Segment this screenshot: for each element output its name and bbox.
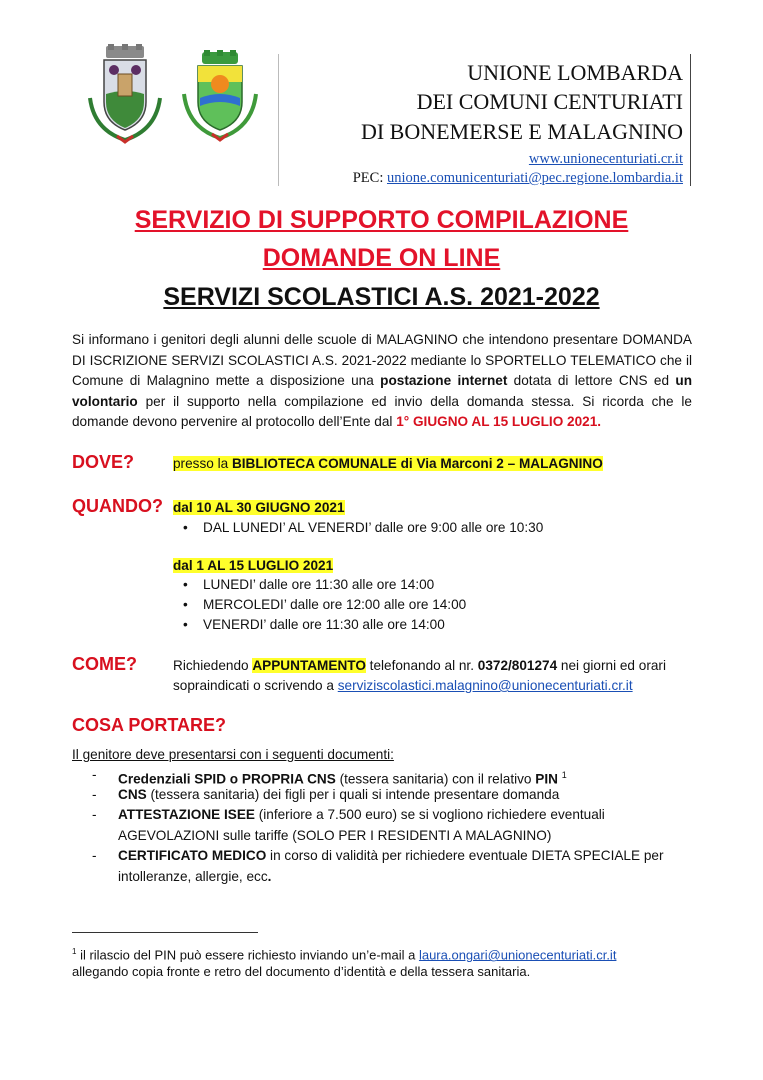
dove-text: [173, 454, 603, 474]
doc3-bold: ATTESTAZIONE ISEE: [118, 807, 255, 822]
doc1-bold: Credenziali SPID o PROPRIA CNS: [118, 771, 336, 787]
pec-label: PEC:: [352, 170, 387, 186]
come-text-2: telefonando al nr.: [365, 658, 478, 673]
header-divider: [278, 54, 279, 186]
come-line2: [173, 676, 633, 696]
dove-heading: DOVE?: [72, 452, 135, 472]
intro-text-2: dotata di lettore CNS ed: [507, 373, 676, 388]
cosa-portare-intro: Il genitore deve presentarsi con i seguenti documenti:: [72, 747, 394, 762]
title-line1: SERVIZIO DI SUPPORTO COMPILAZIONE: [134, 206, 629, 234]
footnote-text: il rilascio del PIN può essere richiesto inviando un’e-mail a: [76, 947, 419, 963]
period2-item-1: LUNEDI’ dalle ore 11:30 alle ore 14:00: [203, 577, 435, 592]
intro-deadline: 1° GIUGNO AL 15 LUGLIO 2021.: [396, 414, 602, 429]
doc1-pin: PIN: [535, 771, 558, 787]
cosa-portare-heading: COSA PORTARE?: [72, 715, 227, 735]
doc2-rest: (tessera sanitaria) dei figli per i quali si intende presentare domanda: [146, 787, 560, 802]
header-right-divider: [690, 54, 691, 186]
doc4-rest: in corso di validità per richiedere eventuale DIETA SPECIALE per intolleranze, allergie, ecc: [118, 848, 664, 884]
title-line3: SERVIZI SCOLASTICI A.S. 2021-2022: [163, 283, 600, 311]
intro-text-1: Si informano i genitori degli alunni delle scuole di MALAGNINO che intendono presentare DOMANDA DI ISCRIZIONE SERVIZI SCOLASTICI A.S. 2021-2022 mediante lo SPORTELLO TELEMATICO che il Comune di Malagnino mette a disposizione una: [72, 332, 692, 388]
municipal-crest-bonemerse-icon: [84, 44, 166, 144]
municipal-crest-malagnino-icon: [180, 50, 260, 142]
period2-item-3: VENERDI’ dalle ore 11:30 alle ore 14:00: [203, 617, 445, 632]
footnote-marker: 1: [72, 947, 77, 956]
doc3-rest: (inferiore a 7.500 euro) se si vogliono richiedere eventuali AGEVOLAZIONI sulle tariffe (SOLO PER I RESIDENTI A MALAGNINO): [118, 807, 605, 843]
doc4-bold: CERTIFICATO MEDICO: [118, 848, 267, 863]
pec-line: [353, 170, 683, 187]
quando-period2-label: dal 1 AL 15 LUGLIO 2021: [173, 558, 334, 573]
list-dash: -: [92, 767, 97, 782]
doc1-footnote-ref: 1: [561, 770, 567, 780]
doc1-rest: (tessera sanitaria) con il relativo: [335, 771, 536, 787]
website-link[interactable]: www.unionecenturiati.cr.it: [528, 151, 683, 167]
come-text-1: Richiedendo: [173, 658, 253, 673]
quando-period1-label: dal 10 AL 30 GIUGNO 2021: [173, 500, 345, 515]
title-line2: DOMANDE ON LINE: [262, 244, 501, 272]
org-name-line2: DEI COMUNI CENTURIATI: [416, 89, 683, 114]
list-item: [185, 615, 445, 635]
quando-period2: [173, 556, 333, 576]
come-heading: COME?: [72, 654, 137, 674]
pec-email-link[interactable]: unione.comunicenturiati@pec.regione.lombardia.it: [386, 170, 683, 186]
footnote-divider: [72, 932, 258, 933]
list-dash: -: [92, 787, 97, 802]
intro-bold-2: un volontario: [72, 373, 692, 409]
org-name-line3: DI BONEMERSE E MALAGNINO: [360, 119, 683, 144]
list-item: [185, 518, 543, 538]
list-item: [185, 575, 434, 595]
dove-place: BIBLIOTECA COMUNALE di Via Marconi 2 – MALAGNINO: [231, 456, 603, 471]
intro-text-3: per il supporto nella compilazione ed invio della domanda stessa. Si ricorda che le domande devono pervenire al protocollo dell’Ente dal: [72, 393, 692, 429]
footnote-line2: allegando copia fronte e retro del documento d’identità e della tessera sanitaria.: [72, 964, 531, 979]
period2-item-2: MERCOLEDI’ dalle ore 12:00 alle ore 14:00: [203, 597, 467, 612]
website-link-container: [529, 151, 683, 168]
period1-item-1: DAL LUNEDI’ AL VENERDI’ dalle ore 9:00 alle ore 10:30: [203, 520, 544, 535]
dove-prefix: presso la: [173, 456, 232, 471]
quando-heading: QUANDO?: [72, 496, 163, 516]
quando-period1: [173, 498, 345, 518]
org-name-line1: UNIONE LOMBARDA: [467, 60, 683, 85]
come-appointment: APPUNTAMENTO: [252, 658, 366, 673]
come-email-link[interactable]: serviziscolastici.malagnino@unionecenturiati.cr.it: [337, 678, 633, 693]
list-dash: -: [92, 848, 97, 863]
come-line1: [173, 656, 693, 676]
intro-paragraph: [72, 330, 692, 433]
intro-bold-1: postazione internet: [380, 373, 508, 388]
list-item: [185, 595, 466, 615]
come-phone: 0372/801274: [477, 658, 558, 673]
footnote-email-link[interactable]: laura.ongari@unionecenturiati.cr.it: [418, 947, 617, 963]
come-line2-prefix: sopraindicati o scrivendo a: [173, 678, 338, 693]
come-text-3: nei giorni ed orari: [557, 658, 666, 673]
doc4-end: .: [267, 868, 272, 884]
doc2-bold: CNS: [118, 787, 147, 802]
list-dash: -: [92, 807, 97, 822]
